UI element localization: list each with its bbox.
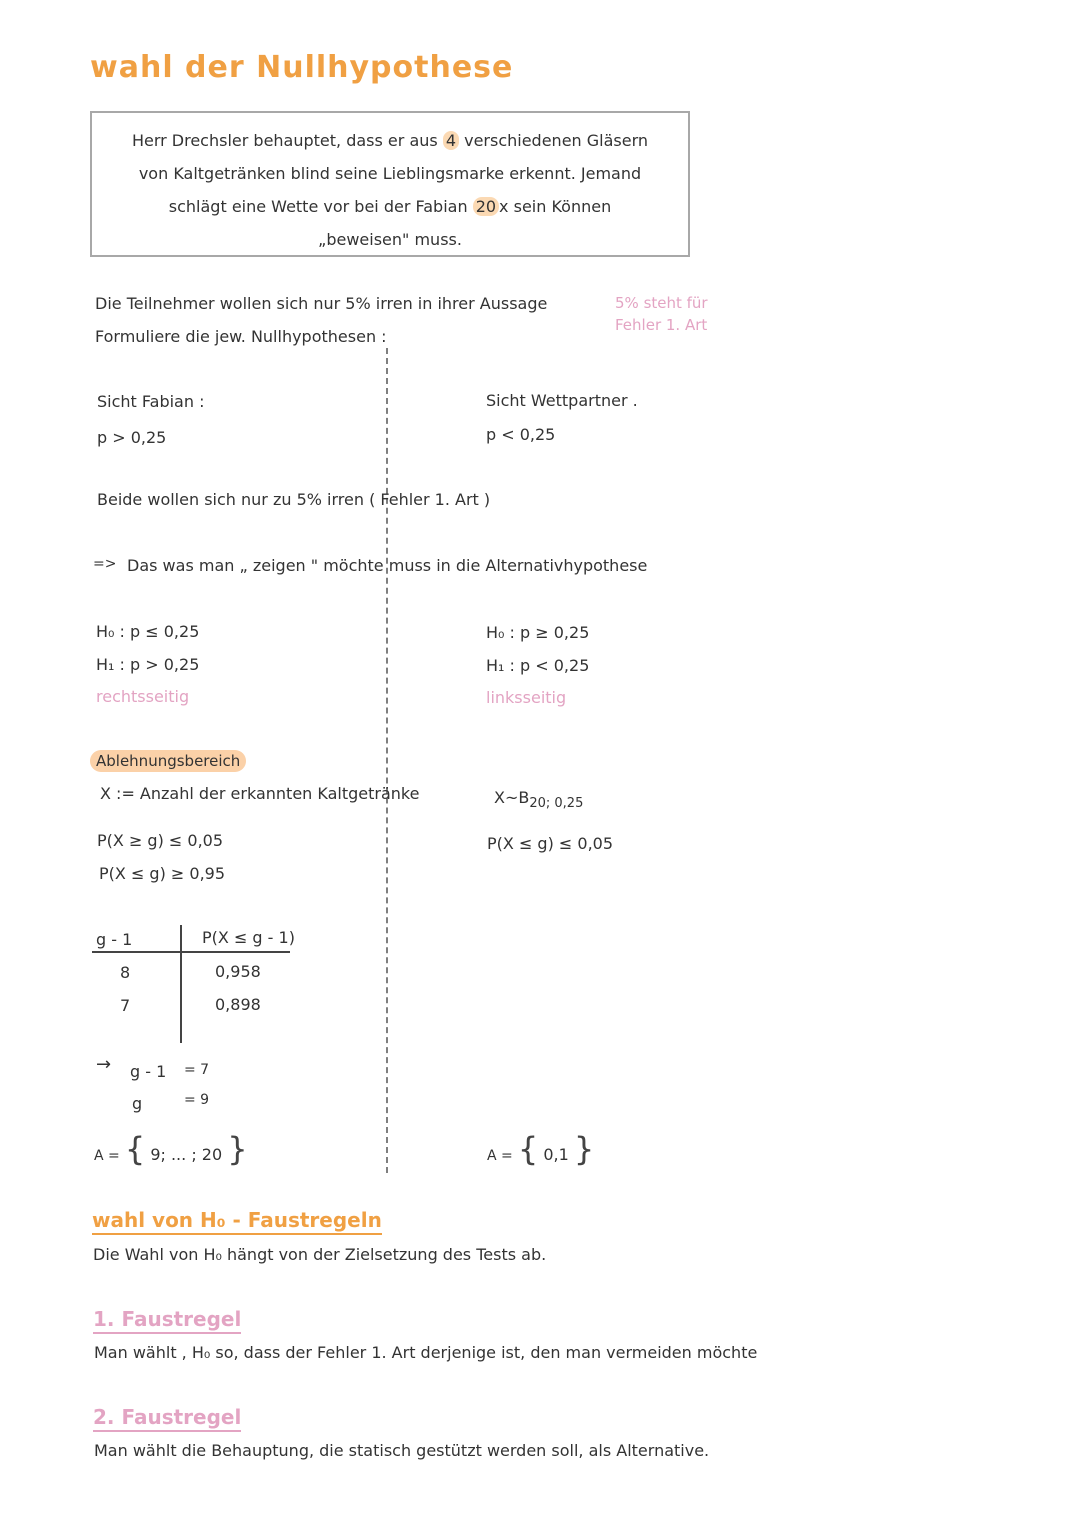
both-line: Beide wollen sich nur zu 5% irren ( Fehler 1. Art ) <box>97 490 491 509</box>
left-h1: H₁ : p > 0,25 <box>96 655 200 674</box>
table-cell: 7 <box>120 996 131 1015</box>
distribution-symbol: X~B <box>494 788 530 807</box>
result-value-1: = 7 <box>184 1062 210 1078</box>
result-g: g <box>132 1094 143 1113</box>
left-heading: Sicht Fabian : <box>97 392 205 411</box>
margin-note-2: Fehler 1. Art <box>615 316 708 334</box>
set-prefix: A = <box>487 1148 513 1164</box>
rule2-text: Man wählt die Behauptung, die statisch gestützt werden soll, als Alternative. <box>94 1441 710 1460</box>
rejection-set-left <box>94 1130 248 1168</box>
distribution <box>494 788 583 811</box>
brace-open-icon: { <box>517 1130 539 1168</box>
set-prefix: A = <box>94 1148 120 1164</box>
condition-left-2: P(X ≤ g) ≥ 0,95 <box>99 864 226 883</box>
task-text: verschiedenen Gläsern <box>464 131 649 150</box>
intro-line-2: Formuliere die jew. Nullhypothesen : <box>95 327 387 346</box>
right-heading: Sicht Wettpartner . <box>486 391 638 410</box>
right-h1: H₁ : p < 0,25 <box>486 656 590 675</box>
table-header-p: P(X ≤ g - 1) <box>202 928 295 947</box>
task-line-4: „beweisen" muss. <box>318 230 462 249</box>
set-content: 9; ... ; 20 <box>150 1145 223 1164</box>
task-line-2: von Kaltgetränken blind seine Lieblingsmarke erkennt. Jemand <box>138 164 642 183</box>
right-h0: H₀ : p ≥ 0,25 <box>486 623 590 642</box>
task-box <box>90 111 690 257</box>
result-arrow: → <box>96 1054 112 1075</box>
table-header-g: g - 1 <box>96 930 133 949</box>
brace-close-icon: } <box>227 1130 248 1168</box>
distribution-params: 20; 0,25 <box>529 796 584 812</box>
table-header-rule <box>92 951 290 953</box>
center-divider <box>386 348 389 1173</box>
task-text: Herr Drechsler behauptet, dass er aus <box>131 131 438 150</box>
task-line-3 <box>92 197 688 216</box>
rule1-title: 1. Faustregel <box>93 1307 241 1334</box>
table-cell: 8 <box>120 963 131 982</box>
random-variable-def: X := Anzahl der erkannten Kaltgetränke <box>100 784 420 803</box>
brace-close-icon: } <box>573 1130 595 1168</box>
highlight-number: 4 <box>443 131 459 150</box>
condition-left-1: P(X ≥ g) ≤ 0,05 <box>97 831 224 850</box>
rule1-text: Man wählt , H₀ so, dass der Fehler 1. Art derjenige ist, den man vermeiden möchte <box>94 1343 758 1362</box>
left-claim: p > 0,25 <box>97 428 167 447</box>
implication-arrow: => <box>93 556 117 572</box>
task-text: schlägt eine Wette vor bei der Fabian <box>168 197 468 216</box>
left-side-label: rechtsseitig <box>96 687 190 706</box>
right-side-label: linksseitig <box>486 688 567 707</box>
brace-open-icon: { <box>124 1130 146 1168</box>
page-title: wahl der Nullhypothese <box>90 50 514 85</box>
margin-note-1: 5% steht für <box>615 294 708 312</box>
task-line-1 <box>92 131 688 150</box>
ablehnung-badge: Ablehnungsbereich <box>90 750 246 772</box>
task-text: x sein Können <box>499 197 612 216</box>
table-cell: 0,898 <box>215 995 261 1014</box>
rejection-set-right <box>487 1130 594 1168</box>
table-column-rule <box>180 925 182 1043</box>
right-claim: p < 0,25 <box>486 425 556 444</box>
section-text: Die Wahl von H₀ hängt von der Zielsetzung des Tests ab. <box>93 1245 547 1264</box>
implication-line: Das was man „ zeigen " möchte muss in die Alternativhypothese <box>127 556 648 575</box>
table-cell: 0,958 <box>215 962 261 981</box>
rule2-title: 2. Faustregel <box>93 1405 241 1432</box>
section-title-faustregeln: wahl von H₀ - Faustregeln <box>92 1208 382 1235</box>
result-value-2: = 9 <box>184 1092 210 1108</box>
condition-right: P(X ≤ g) ≤ 0,05 <box>487 834 614 853</box>
set-content: 0,1 <box>543 1145 569 1164</box>
left-h0: H₀ : p ≤ 0,25 <box>96 622 200 641</box>
result-g-minus-1: g - 1 <box>130 1062 167 1081</box>
intro-line-1: Die Teilnehmer wollen sich nur 5% irren in ihrer Aussage <box>95 294 548 313</box>
highlight-number: 20 <box>473 197 499 216</box>
